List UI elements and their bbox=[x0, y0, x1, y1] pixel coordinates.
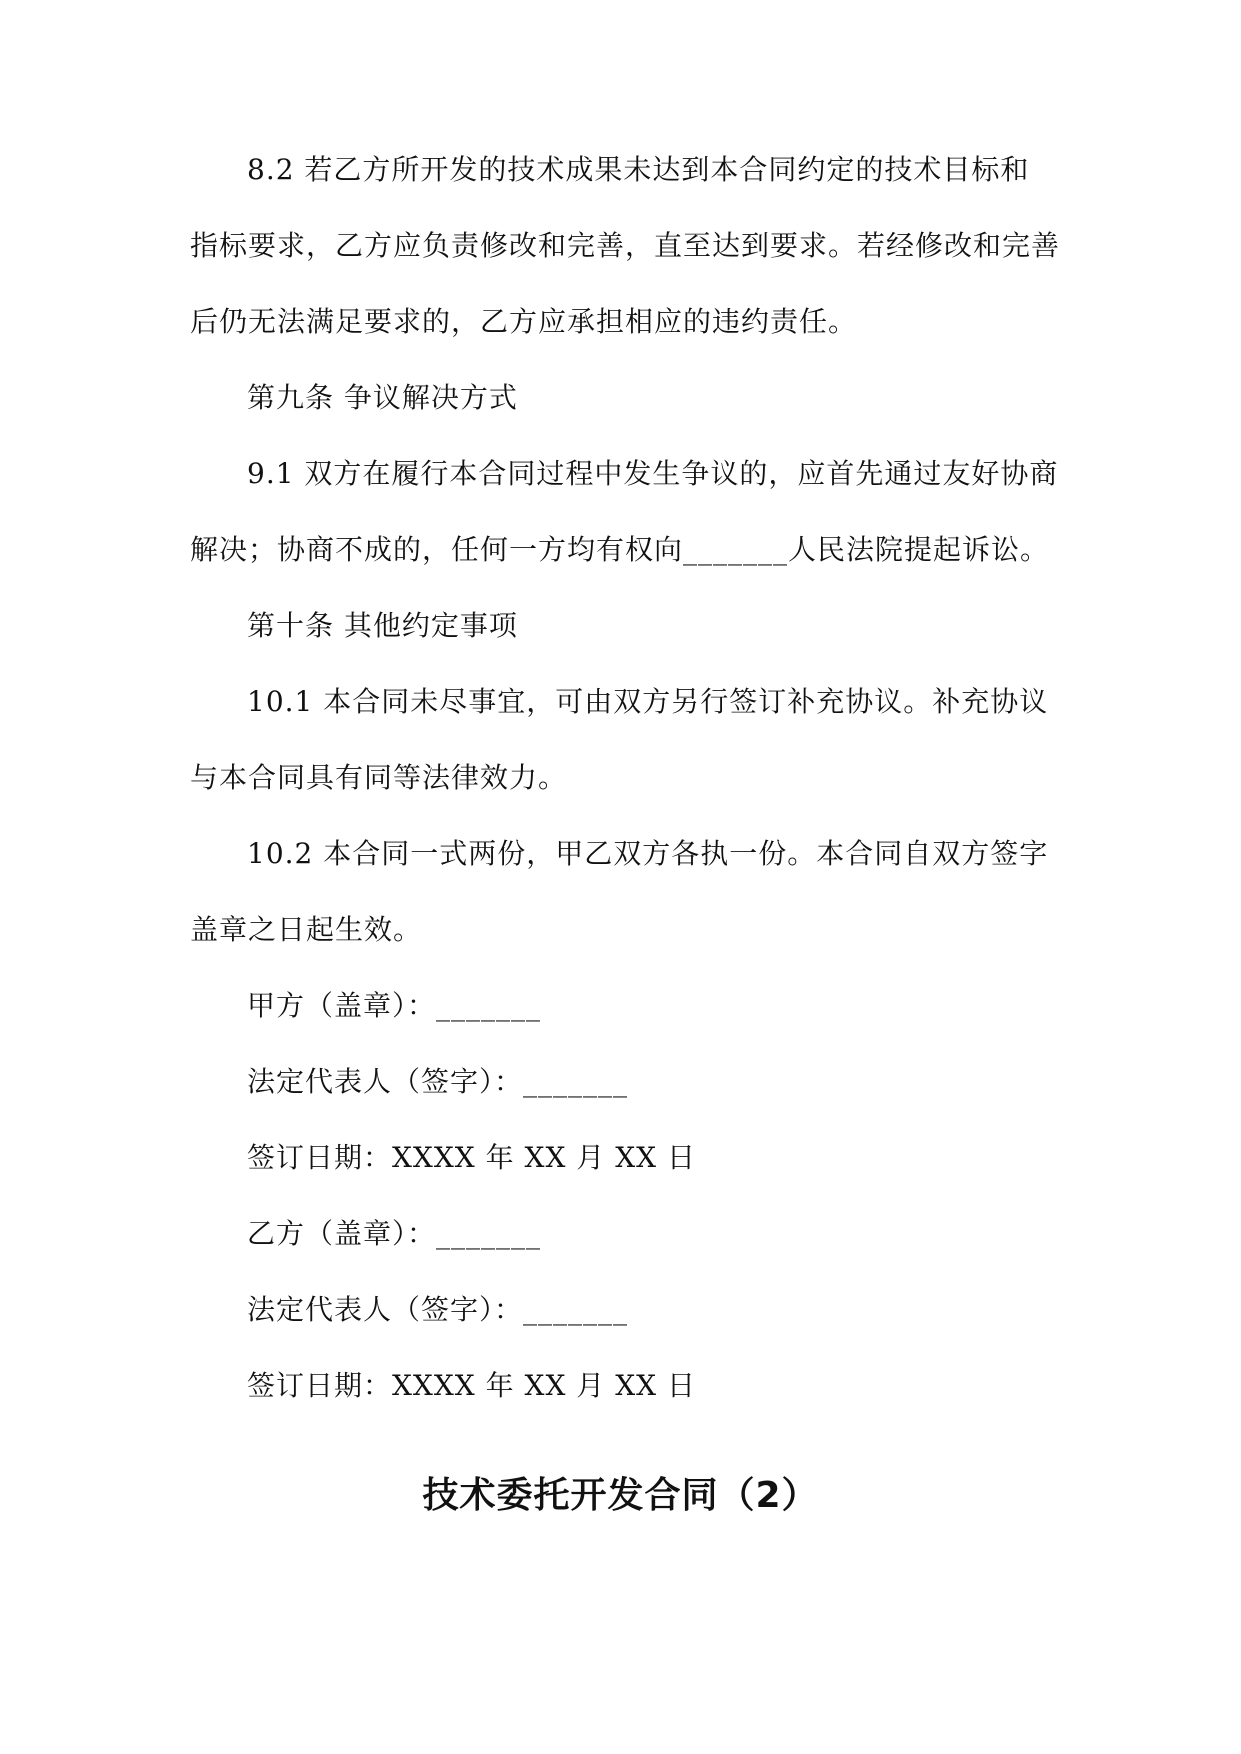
next-contract-title: 技术委托开发合同（2） bbox=[422, 1475, 819, 1516]
clause-8-2-line-1: 8.2 若乙方所开发的技术成果未达到本合同约定的技术目标和 bbox=[247, 153, 1030, 186]
article-9-heading: 第九条 争议解决方式 bbox=[247, 381, 518, 414]
clause-8-2-line-2: 指标要求，乙方应负责修改和完善，直至达到要求。若经修改和完善 bbox=[190, 229, 1061, 262]
party-a-seal: 甲方（盖章）：_______ bbox=[247, 989, 542, 1022]
party-a-representative: 法定代表人（签字）：_______ bbox=[247, 1065, 629, 1098]
party-a-date: 签订日期：XXXX 年 XX 月 XX 日 bbox=[247, 1141, 696, 1174]
party-b-representative: 法定代表人（签字）：_______ bbox=[247, 1293, 629, 1326]
clause-9-1-line-2: 解决；协商不成的，任何一方均有权向_______人民法院提起诉讼。 bbox=[190, 533, 1050, 566]
clause-10-2-line-1: 10.2 本合同一式两份，甲乙双方各执一份。本合同自双方签字 bbox=[247, 837, 1049, 870]
article-10-heading: 第十条 其他约定事项 bbox=[247, 609, 518, 642]
party-b-date: 签订日期：XXXX 年 XX 月 XX 日 bbox=[247, 1369, 696, 1402]
clause-10-1-line-2: 与本合同具有同等法律效力。 bbox=[190, 761, 568, 794]
party-b-seal: 乙方（盖章）：_______ bbox=[247, 1217, 542, 1250]
clause-10-1-line-1: 10.1 本合同未尽事宜，可由双方另行签订补充协议。补充协议 bbox=[247, 685, 1049, 718]
clause-10-2-line-2: 盖章之日起生效。 bbox=[190, 913, 423, 946]
clause-8-2-line-3: 后仍无法满足要求的，乙方应承担相应的违约责任。 bbox=[190, 305, 858, 338]
clause-9-1-line-1: 9.1 双方在履行本合同过程中发生争议的，应首先通过友好协商 bbox=[247, 457, 1059, 490]
